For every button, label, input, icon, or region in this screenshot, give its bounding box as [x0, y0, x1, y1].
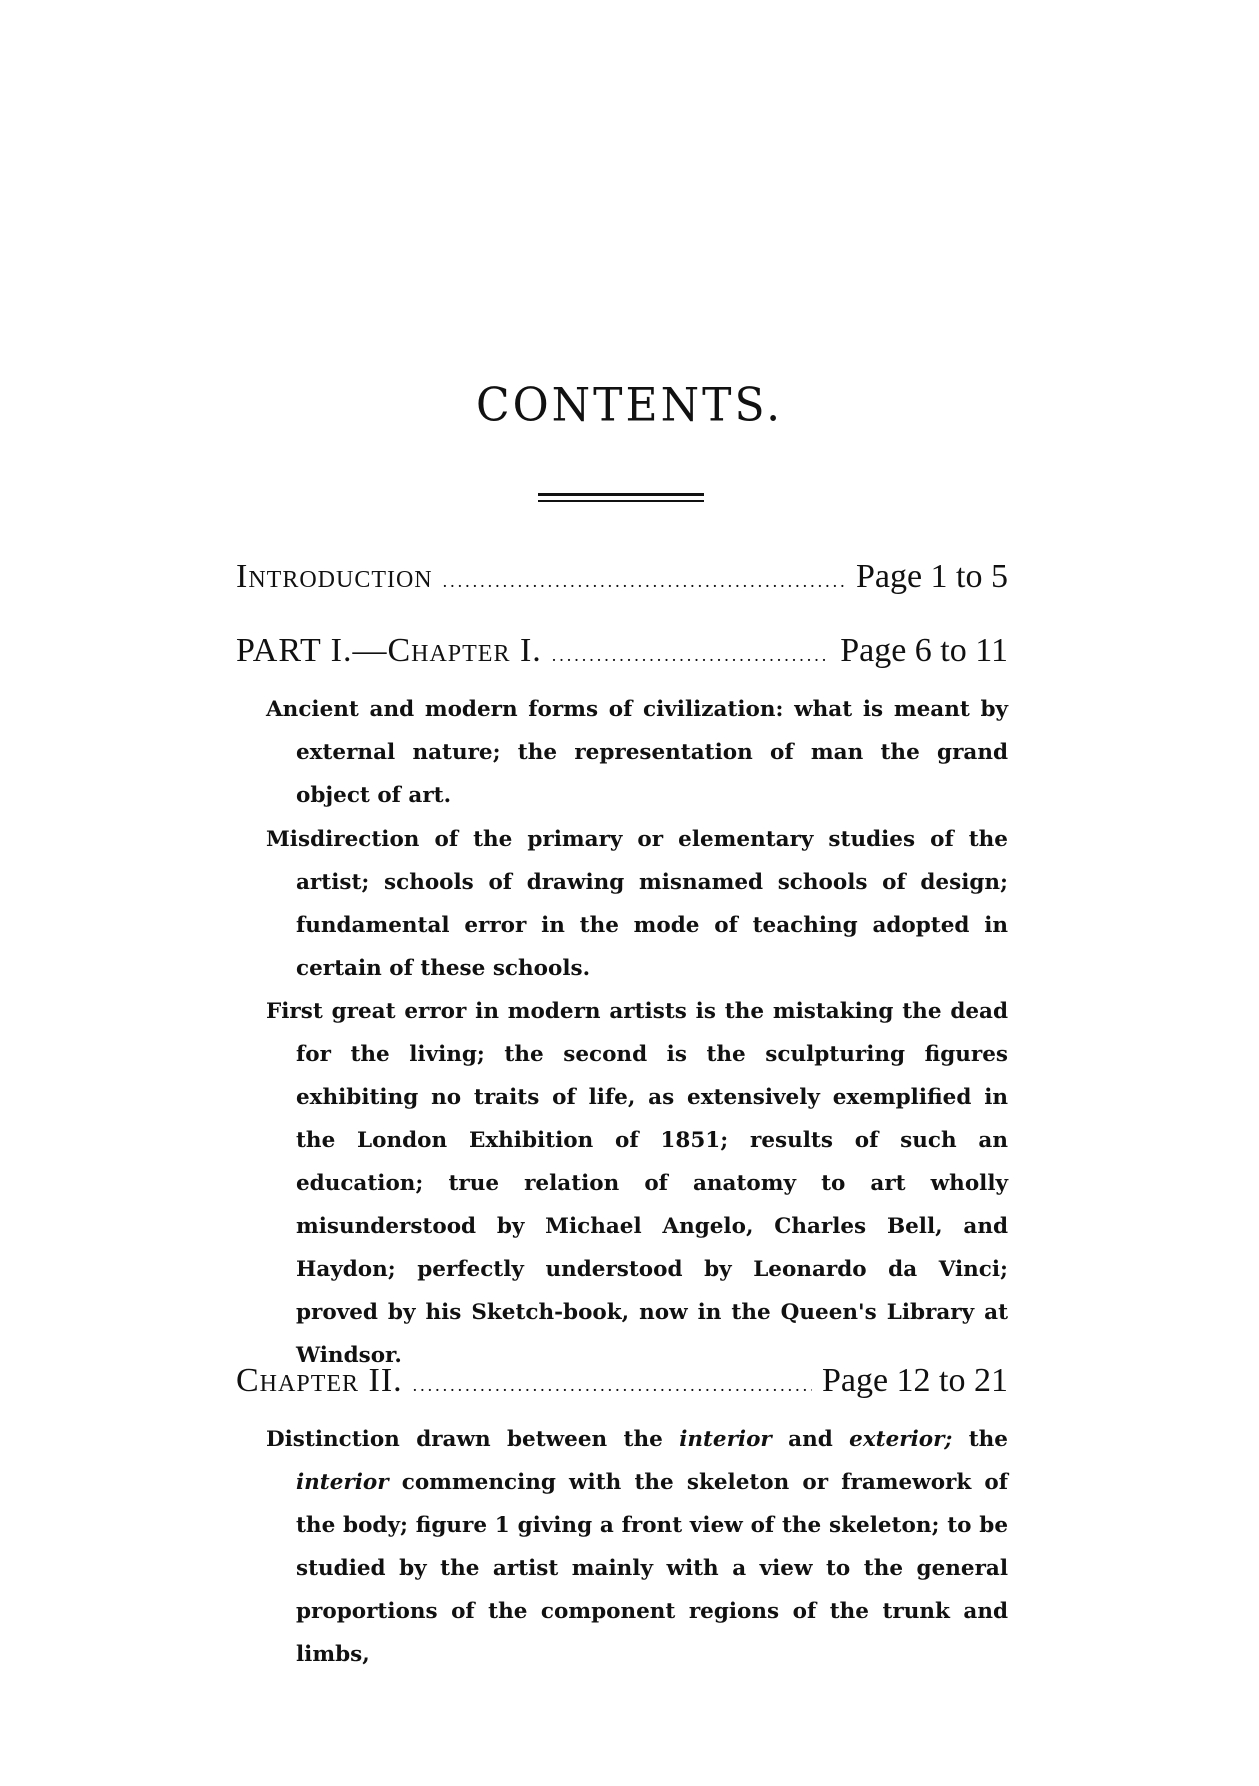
chapter-1-entry-1: Ancient and modern forms of civilization: what is meant by external nature; the representation of man the grand object of art.	[266, 697, 1008, 808]
dot-leader	[443, 572, 846, 590]
entry-text: commencing with the skeleton or framework of the body; figure 1 giving a front view of the skeleton; to be studied by the artist mainly with a view to the general proportions of the component regions of the trunk and limbs,	[296, 1470, 1008, 1667]
toc-chapter-1	[236, 632, 1008, 670]
toc-introduction	[236, 558, 1008, 596]
toc-label: PART I.—Chapter I.	[236, 632, 542, 669]
title-rule	[538, 493, 704, 502]
toc-label: Introduction	[236, 558, 433, 595]
chapter-2-entry-1	[266, 1418, 1008, 1676]
entry-text: and	[771, 1427, 850, 1452]
entry-italic: interior	[296, 1470, 389, 1495]
entry-text: Distinction drawn between the	[266, 1427, 680, 1452]
chapter-1-entry-3: First great error in modern artists is the mistaking the dead for the living; the second is the sculpturing figures exhibiting no traits of life, as extensively exemplified in the London Exhibition of 1851; results of such an education; true relation of anatomy to art wholly misunderstood by Michael Angelo, Charles Bell, and Haydon; perfectly understood by Leonardo da Vinci; proved by his Sketch-book, now in the Queen's Library at Windsor.	[266, 999, 1008, 1368]
dot-leader	[552, 646, 830, 664]
entry-text: the	[952, 1427, 1008, 1452]
page-title: CONTENTS.	[475, 378, 784, 433]
toc-label: Chapter II.	[236, 1362, 403, 1399]
chapter-1-entry-2: Misdirection of the primary or elementary studies of the artist; schools of drawing misnamed schools of design; fundamental error in the mode of teaching adopted in certain of these schools.	[266, 827, 1008, 981]
toc-chapter-2	[236, 1362, 1008, 1400]
toc-pages: Page 12 to 21	[821, 1362, 1008, 1399]
entry-italic: exterior;	[849, 1427, 953, 1452]
dot-leader	[413, 1376, 812, 1394]
toc-pages: Page 6 to 11	[840, 632, 1008, 669]
toc-pages: Page 1 to 5	[855, 558, 1008, 595]
entry-italic: interior	[679, 1427, 772, 1452]
